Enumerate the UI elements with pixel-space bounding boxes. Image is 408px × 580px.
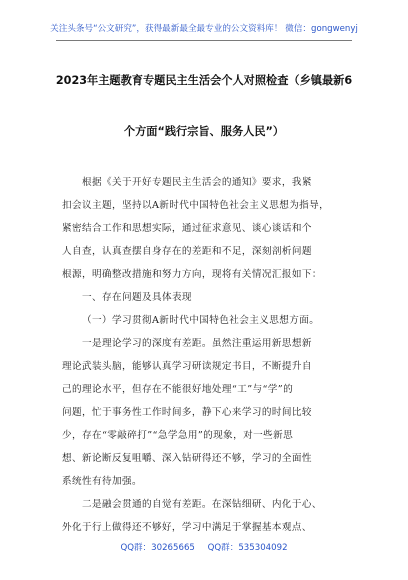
document-title-line-2: 个方面“践行宗旨、服务人民”） (123, 125, 285, 138)
footer-contacts: QQ群：30265665 QQ群：535304092 (120, 543, 288, 553)
body-line: 紧密结合工作和思想实际，通过征求意见、谈心谈话和个 (62, 223, 312, 234)
body-line: 想、新论断反复咀嚼、深入钻研得还不够，学习的全面性 (62, 453, 312, 464)
body-line: 根据《关于开好专题民主生活会的通知》要求，我紧 (82, 177, 312, 188)
body-line: 根源，明确整改措施和努力方向，现将有关情况汇报如下： (62, 269, 322, 280)
body-line: 一是理论学习的深度有差距。虽然注重运用新思想新 (82, 338, 312, 349)
body-line: 人自查，认真查摆自身存在的差距和不足，深刻剖析问题 (62, 246, 312, 257)
body-line: 问题，忙于事务性工作时间多，静下心来学习的时间比较 (62, 407, 312, 418)
body-line: 系统性有待加强。 (62, 476, 142, 487)
body-line: 己的理论水平，但存在不能很好地处理“工”与“学”的 (62, 384, 294, 395)
body-line: 理论武装头脑，能够认真学习研读规定书目，不断提升自 (62, 361, 312, 372)
body-line: 扣会议主题，坚持以A新时代中国特色社会主义思想为指导， (62, 200, 330, 211)
body-line: 外化于行上做得还不够好，学习中满足于掌握基本观点、 (62, 522, 312, 533)
header-divider (56, 40, 352, 41)
subsection-heading: （一）学习贯彻A新时代中国特色社会主义思想方面。 (82, 315, 320, 326)
header-banner: 关注头条号“公文研究”，获得最新最全最专业的公文资料库！ 微信：gongwenyj (50, 24, 358, 34)
section-heading: 一、存在问题及具体表现 (82, 292, 192, 303)
body-line: 少，存在“零敲碎打”“急学急用”的现象，对一些新思 (62, 430, 294, 441)
document-title-line-1: 2023年主题教育专题民主生活会个人对照检查（乡镇最新6 (55, 74, 353, 87)
body-line: 二是融会贯通的自觉有差距。在深钻细研、内化于心、 (82, 499, 322, 510)
